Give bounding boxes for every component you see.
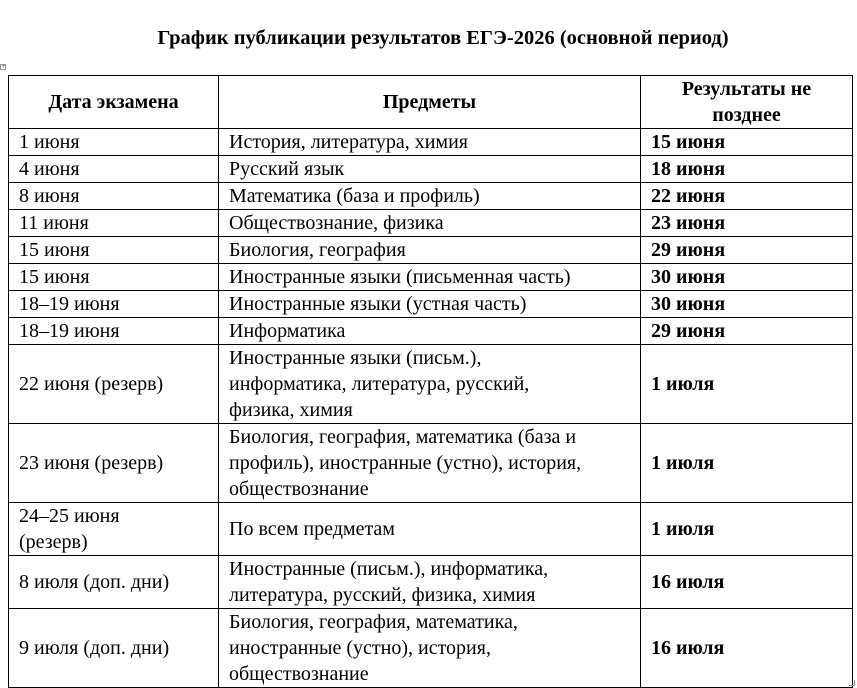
table-row — [9, 318, 853, 345]
subjects-cell: Математика (база и профиль) — [219, 183, 641, 210]
exam-date-cell: 8 июня — [9, 183, 219, 210]
table-row — [9, 129, 853, 156]
table-row — [9, 264, 853, 291]
table-row — [9, 503, 853, 556]
results-deadline-cell: 18 июня — [641, 156, 853, 183]
exam-date-cell: 15 июня — [9, 237, 219, 264]
results-deadline-cell: 29 июня — [641, 237, 853, 264]
table-row — [9, 291, 853, 318]
table-row — [9, 210, 853, 237]
results-schedule-table — [8, 75, 853, 688]
exam-date-cell: 1 июня — [9, 129, 219, 156]
results-deadline-cell: 1 июля — [641, 503, 853, 556]
exam-date-cell: 9 июля (доп. дни) — [9, 609, 219, 688]
column-header-subjects: Предметы — [219, 76, 641, 129]
subjects-cell: Биология, география — [219, 237, 641, 264]
subjects-cell: Иностранные языки (письм.), информатика, литература, русский, физика, химия — [219, 345, 641, 424]
column-header-exam-date: Дата экзамена — [9, 76, 219, 129]
table-row — [9, 156, 853, 183]
subjects-cell: Иностранные (письм.), информатика, литература, русский, физика, химия — [219, 556, 641, 609]
exam-date-cell: 8 июля (доп. дни) — [9, 556, 219, 609]
table-row — [9, 237, 853, 264]
results-deadline-cell: 16 июля — [641, 609, 853, 688]
table-row — [9, 609, 853, 688]
subjects-cell: Иностранные языки (письменная часть) — [219, 264, 641, 291]
exam-date-cell: 22 июня (резерв) — [9, 345, 219, 424]
subjects-cell: Биология, география, математика, иностранные (устно), история, обществознание — [219, 609, 641, 688]
subjects-cell: Русский язык — [219, 156, 641, 183]
table-resize-handle-icon[interactable] — [849, 680, 855, 686]
table-row — [9, 556, 853, 609]
results-deadline-cell: 16 июля — [641, 556, 853, 609]
subjects-cell: История, литература, химия — [219, 129, 641, 156]
results-deadline-cell: 15 июня — [641, 129, 853, 156]
results-deadline-cell: 30 июня — [641, 291, 853, 318]
results-deadline-cell: 23 июня — [641, 210, 853, 237]
table-row — [9, 424, 853, 503]
subjects-cell: Иностранные языки (устная часть) — [219, 291, 641, 318]
results-deadline-cell: 1 июля — [641, 424, 853, 503]
column-header-results-deadline: Результаты не позднее — [641, 76, 853, 129]
subjects-cell: Обществознание, физика — [219, 210, 641, 237]
subjects-cell: Биология, география, математика (база и профиль), иностранные (устно), история, обществознание — [219, 424, 641, 503]
table-header-row — [9, 76, 853, 129]
exam-date-cell: 4 июня — [9, 156, 219, 183]
results-deadline-cell: 30 июня — [641, 264, 853, 291]
subjects-cell: По всем предметам — [219, 503, 641, 556]
exam-date-cell: 23 июня (резерв) — [9, 424, 219, 503]
table-row — [9, 345, 853, 424]
results-deadline-cell: 1 июля — [641, 345, 853, 424]
subjects-cell: Информатика — [219, 318, 641, 345]
document-title: График публикации результатов ЕГЭ-2026 (основной период) — [157, 27, 729, 49]
exam-date-cell: 24–25 июня (резерв) — [9, 503, 219, 556]
exam-date-cell: 15 июня — [9, 264, 219, 291]
exam-date-cell: 18–19 июня — [9, 291, 219, 318]
results-deadline-cell: 29 июня — [641, 318, 853, 345]
exam-date-cell: 11 июня — [9, 210, 219, 237]
table-move-handle-icon[interactable]: + — [1, 63, 7, 70]
table-row — [9, 183, 853, 210]
exam-date-cell: 18–19 июня — [9, 318, 219, 345]
results-deadline-cell: 22 июня — [641, 183, 853, 210]
